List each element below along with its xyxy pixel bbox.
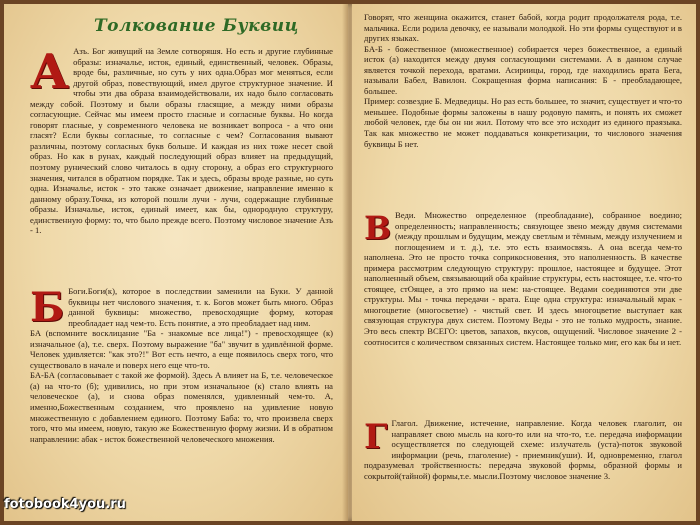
intro-text: Говорят, что женщина окажится, станет бабой, когда родит продолжателя рода, т.е. мальчика. Если родила девочку, ее называли молодкой. Но эти формы существуют и в других языках. bbox=[364, 12, 682, 44]
right-page bbox=[352, 4, 696, 521]
entry-continued bbox=[364, 12, 682, 149]
entry-az-text: Азъ. Бог живущий на Земле сотворяшя. Но есть и другие глубинные образы: изначалье, исток, единый, единственный, человек. Образы, вроде бы, различные, но суть у них одна.Образ мог меняться, если другой образ, повествующий, имел другое структурное значение. И чтобы эти два образа взаимодействовали, их надо было согласовать между собой. Поэтому и были образы гласящие, а между ними образы согласующие. Сейчас мы имеем просто гласные и согласные буквы. Но когда говорят гласные, у современного человека не возникает вопроса - а что они гласят? Если буквы согласные, то согласные с чем? Согласования вывают различны, поэтому согласных букв больше. И каждая из них тоже несет свой образ. Но как в рунах, каждый последующий образ влияет на предыдущий, поэтому рунический слово читалось в одну сторону, а образ его структурного значения, читался в обратном порядке. Так и здесь, образы вроде разные, но суть одна. Изначалье, исток - это также означает движение, направление именно к данному образу.Точка, из которой пошли лучи - лучи, содержащие глубинные образы. Изначалье, исток, единый имеет, как бы, однородную структуру, единственную форму: то, что было прежде всего. Поэтому числовое значение Азъ - 1. bbox=[30, 46, 333, 236]
drop-cap-vedi: В bbox=[364, 209, 392, 247]
book-spread bbox=[4, 4, 696, 521]
entry-vedi bbox=[364, 210, 682, 347]
example-text: Пример: созвездие Б. Медведицы. Но раз есть большее, то значит, существует и что-то меньшее. Подобные формы заложены в нашу родовую память, и понять их сможет любой человек, где бы он ни жил. Потому что все это исходит из единого праязыка. Так как множество не может поддаваться конкретизации, то числового значения буквицы Б нет. bbox=[364, 96, 682, 149]
page-title: Толкование Буквиц bbox=[94, 16, 299, 36]
watermark: fotobook4you.ru bbox=[4, 497, 126, 512]
entry-az bbox=[30, 46, 333, 236]
entry-baba-text: БА-БА (согласовывает с такой же формой). Здесь А влияет на Б, т.е. человеческое (а) на что-то (б); удивились, но при этом изначальное (к) стало влиять на человеческое (а), и снова образ поменялся, удивленный чем-то. А, именно,Божественным созданием, что проявлено на удивление новую множественную с добавлением единого. Поэтому Баба: то, что произвела сверх того, что мы имеем, новую, такую же Божественную форму жизни. И в обратном направлении: абак - исток божественной человеческого множения. bbox=[30, 370, 333, 444]
drop-cap-glagol: Г bbox=[364, 417, 388, 457]
entry-glagol bbox=[364, 418, 682, 481]
entry-ba-text: БА (вспомните восклицание "Ба - знакомые все лица!") - превосходящее (к) изначальное (а), т.е. сверх. Поэтому выражение "ба" звучит в удивлённой форме. Человек удивляется: "как это?!" Вот есть нечто, а еще появилось сверх того, что существовало в начале и поверх него еще что-то. bbox=[30, 328, 333, 370]
entry-bogi bbox=[30, 286, 333, 444]
left-page bbox=[4, 4, 348, 521]
entry-bogi-text: Боги.Боги(к), которое в последствии заменили на Буки. У данной буквицы нет числового значения, т. к. Богов может быть много. Образ данной буквицы: множество, превосходящие форму, которая преобладает над чем-то. Есть понятие, а это преобладает над ним. bbox=[68, 286, 333, 328]
drop-cap-bogi: Б bbox=[30, 284, 65, 331]
entry-vedi-text: Веди. Множество определенное (преобладание), собранное воедино; определенность; направленность; связующее звено между двумя системами (между прошлым и будущим, между светлым и тёмным, между излучением и поглощением и т. д.), т.е. это есть взаимосвязь. А она всегда чем-то наполнена. Это не просто точка соприкосновения, это наполненность. В качестве примера рассмотрим следующую структуру: прошлое, настоящее и будущее. Этот наполненный объем, связывающий оба крайние структуры, есть настоящее, т.е. что-то стоящее, стОящее, а это прямо на нем: на-стоящее. Ведами соединяются эти две структуры. Мы - точка передачи - врата. Еще одна структура: изначальный мрак - многоцветие (многосветие) - чистый свет. И здесь многоцветие выступает как связующая структура двух систем. Поэтому Веды - это не только мудрость, знание. Это весь спектр ВСЕГО: цветов, запахов, вкусов, ощущений. Числовое значение 2 - соотносится с количеством связанных систем. Настоящее только миг, его как бы и нет. bbox=[364, 210, 682, 347]
entry-glagol-text: Глагол. Движение, истечение, направление. Когда человек глаголит, он направляет свою мысль на кого-то или на что-то, т.е. передача информации осуществляется по следующей схеме: излучатель (уста)-поток звуковой информации (речь, глаголение) - приемник(уши). И, одновременно, глагол подразумевал тройственность: передача звуковой формы, образной формы и сокрытой(тайной) формы,т.е. мысли.Поэтому числовое значение 3. bbox=[364, 418, 682, 481]
bab-text: БА-Б - божественное (множественное) собирается через божественное, а единый исток (а) находится между двумя согласующими системами. А в данном случае является точкой перехода, вратами. Асириицы, город, где находились врата Бега, называли Бабел, Вавилон. Сокращенная форма написания: Б - преобладающее, большее. bbox=[364, 43, 682, 96]
drop-cap-az: А bbox=[30, 44, 70, 100]
